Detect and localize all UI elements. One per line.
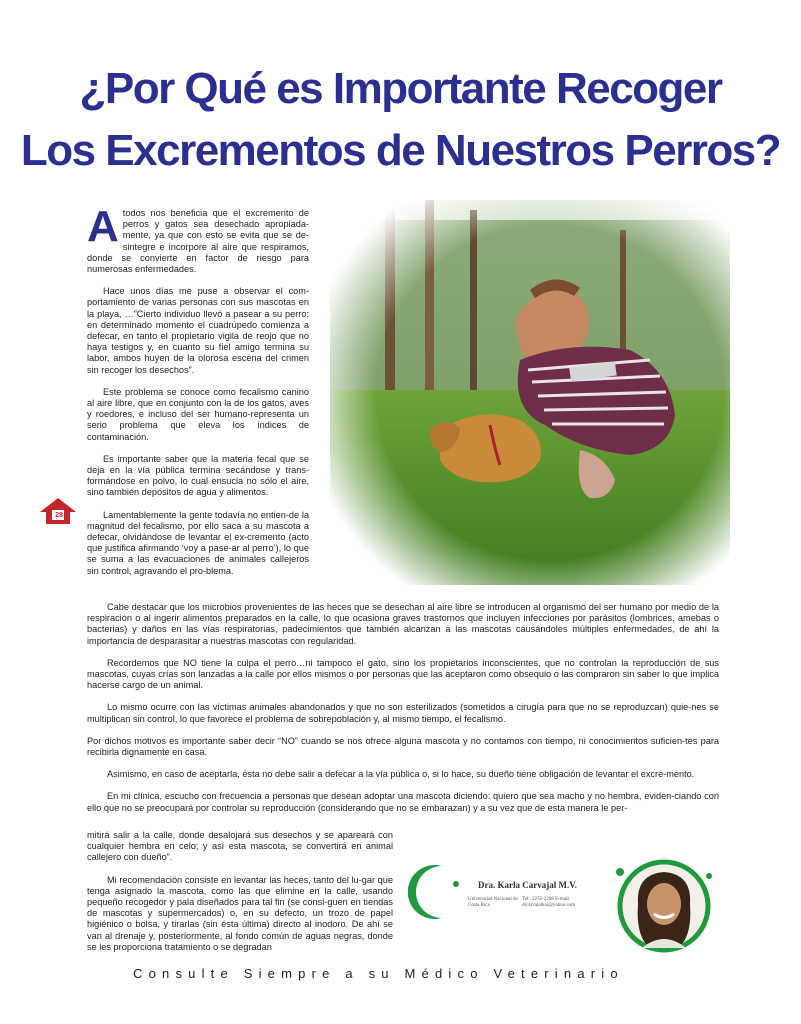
body-paragraph-3: Lo mismo ocurre con las víctimas animales abandonados y que no son esterilizados (sometidos a cirugía para que no se reproduzcan) quie-nes se multiplican sin control, lo que favorece el problema de sobrepoblación y, al mismo tiempo, el fecalismo. <box>87 702 719 724</box>
intro-paragraph-5: Lamentablemente la gente todavía no entien-de la magnitud del fecalismo, por ello saca a su mascota a defecar, olvidándose de levantar el ex-cremento (acto que justifica afirmando ‘voy a pase-ar al perro’), lo que se suma a las evacuaciones de animales callejeros sin control, agravando el pro-blema. <box>87 509 309 576</box>
narrow-column <box>87 830 393 964</box>
intro-paragraph-1-text: todos nos beneficia que el excremento de perros y gatos sea desechado apropiada-mente, ya que con esto se evita que se de-sintegre e incorpore al aire que respiramos, donde se convierte en factor de riesgo para numerosas enfermedades. <box>87 208 309 275</box>
body-paragraph-5: Asimismo, en caso de aceptarla, ésta no debe salir a defecar a la vía pública o, si lo hace, su dueño tiene obligación de levantar el excre-mento. <box>107 769 695 780</box>
doctor-name: Dra. Karla Carvajal M.V. <box>478 880 577 890</box>
body-paragraph-7: Mi recomendación consiste en levantar las heces, tanto del lu-gar que tenga asignado la mascota, como las que elimine en la calle, usando pequeño recogedor y pala diseñados para tal fin (se consi-guen en tiendas de mascotas y supermercados) o, en su defecto, un trozo de papel higiénico o bolsa, y tirarlas (sin ésta última) directo al inodoro. De ahí se van al drenaje y, posteriormente, al fondo común de aguas negras, donde se les proporciona tratamiento o se degradan <box>87 874 393 952</box>
body-paragraph-2: Recordemos que NO tiene la culpa el perro…ni tampoco el gato, sino los propietarios inconscientes, que no controlan la reproducción de sus mascotas, cuyas crías son lanzadas a la calle por ellos mismos o por personas que las aceptaron como obsequio o las compraron sin saber lo que implica hacerse cargo de un animal. <box>87 657 719 691</box>
drop-cap: A <box>87 202 119 251</box>
clinic-logo <box>408 862 608 922</box>
body-paragraph-4: Por dichos motivos es importante saber decir “NO” cuando se nos ofrece alguna mascota y no contamos con tiempo, ni conocimientos suficien-tes para recibirla dignamente en casa. <box>87 735 719 758</box>
article-title-line-2: Los Excrementos de Nuestros Perros? <box>20 126 781 175</box>
intro-paragraph-4: Es importante saber que la materia fecal que se deja en la vía pública termina secándose y trans-formándose en polvo, lo cual ensucia no sólo el aire, sino también depósitos de agua y alimentos. <box>87 453 309 498</box>
man-with-dog-photo <box>330 200 730 585</box>
body-paragraph-6: En mi clínica, escucho con frecuencia a personas que desean adoptar una mascota diciendo: quiero que sea macho y no hembra, eviden-ciando con ello que no se preocupará por controlar su reproducción (considerando que no se embarazan) y a su vez que de esta manera le per- <box>87 791 719 813</box>
doctor-institution: Universidad Nacional de Costa Rica <box>468 897 518 908</box>
body-paragraph-1: Cabe destacar que los microbios provenientes de las heces que se desechan al aire libre se introducen al organismo del ser humano por medio de la respiración o al ingerir alimentos preparados en la calle, lo que ocasiona graves trastornos que incluyen infecciones por parásitos (lombrices, amebas o bacterias) y daños en las vías respiratorias, padecimientos que también alcanzan a las mascotas causándoles múltiples enfermedades, de ahí la importancia de desparasitar a nuestras mascotas con regularidad. <box>87 602 719 646</box>
doctor-contact: Tel.: 2255-2298 E-mail: drcarvajalkar@yahoo.com <box>522 897 576 908</box>
intro-paragraph-2: Hace unos días me puse a observar el com-portamiento de varias personas con sus mascotas en la playa, …”Cierto individuo llevó a pasear a su perro; en determinado momento el cuadrúpedo comienza a defecar, en tanto el propietario vigila de reojo que no haya testigos y, en cuanto su fiel amigo termina su labor, ambos huyen de la olorosa escena del crimen sin recoger los desechos”. <box>87 286 309 375</box>
house-icon <box>38 496 78 526</box>
body-text <box>87 602 719 825</box>
page-number: 28 <box>55 512 63 519</box>
intro-paragraph-1 <box>87 202 309 275</box>
footer-slogan: Consulte Siempre a su Médico Veterinario <box>133 966 624 981</box>
article-title-line-1: ¿Por Qué es Importante Recoger <box>79 64 722 113</box>
body-paragraph-6-continued: mitirá salir a la calle, donde desalojará sus desechos y se apareará con cualquier hembra en celo; y así esta mascota, se convertirá en animal callejero con dueño”. <box>87 830 393 863</box>
doctor-portrait <box>612 852 716 956</box>
intro-column <box>87 202 309 588</box>
intro-paragraph-3: Este problema se conoce como fecalismo canino al aire libre, que en conjunto con la de los gatos, aves y roedores, e incluso del ser humano-representa un serio problema que eleva los índices de contaminación. <box>87 386 309 442</box>
